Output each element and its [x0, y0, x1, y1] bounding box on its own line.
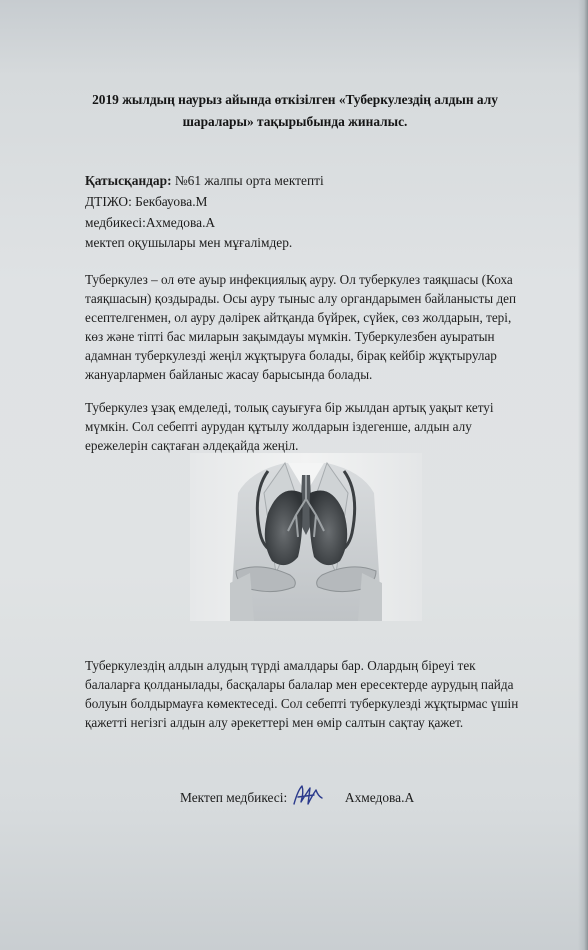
paragraph-line: мүмкін. Сол себепті аурудан құтылу жолдарын іздегенше, алдын алу: [85, 419, 472, 434]
paragraph-line: қажетті негізгі алдын алу әрекеттері мен өмір салтын сақтау қажет.: [85, 715, 464, 730]
paragraph-line: болуын болдырмауға көмектеседі. Сол себепті туберкулезді жұқтырмас үшін: [85, 696, 519, 711]
signature-block: [180, 788, 414, 812]
title-line-2: шаралары» тақырыбында жиналыс.: [182, 114, 408, 129]
paragraph-line: ережелерін сақтаған әлдеқайда жеңіл.: [85, 438, 299, 453]
paragraph-line: Туберкулездің алдын алудың түрді амалдары бар. Олардың біреуі тек: [85, 658, 476, 673]
paragraph-line: жануарлармен байланыс жасау барысында болады.: [85, 367, 373, 382]
doctor-holding-lungs-image: [190, 453, 422, 621]
paragraph-line: балаларға қолданылады, басқалары балалар мен ересектерде аурудың пайда: [85, 677, 514, 692]
document-title: [70, 89, 520, 133]
paragraph-line: көз және тіпті бас миларын зақымдауы мүмкін. Туберкулезбен ауыратын: [85, 329, 495, 344]
signature-label: Мектеп медбикесі:: [180, 790, 288, 805]
paragraph-line: Туберкулез ұзақ емделеді, толық сауығуға бір жылдан артық уақыт кетуі: [85, 400, 494, 415]
participant-pupils: мектеп оқушылары мен мұғалімдер.: [85, 235, 293, 250]
handwritten-signature: [292, 782, 326, 808]
participant-dtizho: ДТІЖО: Бекбауова.М: [85, 194, 208, 209]
paragraph-line: Туберкулез – ол өте ауыр инфекциялық ауру. Ол туберкулез таяқшасы (Коха: [85, 272, 513, 287]
paragraph-line: таяқшасын) қоздырады. Осы ауру тыныс алу органдарымен байланысты деп: [85, 291, 517, 306]
paragraph-3: [85, 656, 519, 732]
paragraph-2: [85, 398, 505, 455]
participants-label: Қатысқандар:: [85, 173, 172, 188]
lungs-illustration: [190, 453, 422, 621]
paragraph-line: адамнан туберкулезді жеңіл жұқтыруға болады, бірақ кейбір жұқтырулар: [85, 348, 497, 363]
title-line-1: 2019 жылдың наурыз айында өткізілген «Туберкулездің алдын алу: [92, 92, 498, 107]
page-edge-shadow: [578, 0, 588, 950]
participants-line: [85, 171, 324, 190]
paragraph-1: [85, 270, 517, 384]
paragraph-line: есептелгенмен, ол ауру дәлірек айтқанда бүйрек, сүйек, сөз жолдарын, тері,: [85, 310, 512, 325]
signature-name: Ахмедова.А: [344, 790, 415, 805]
participants-school: №61 жалпы орта мектепті: [171, 173, 324, 188]
participant-nurse: медбикесі:Ахмедова.А: [85, 215, 216, 230]
